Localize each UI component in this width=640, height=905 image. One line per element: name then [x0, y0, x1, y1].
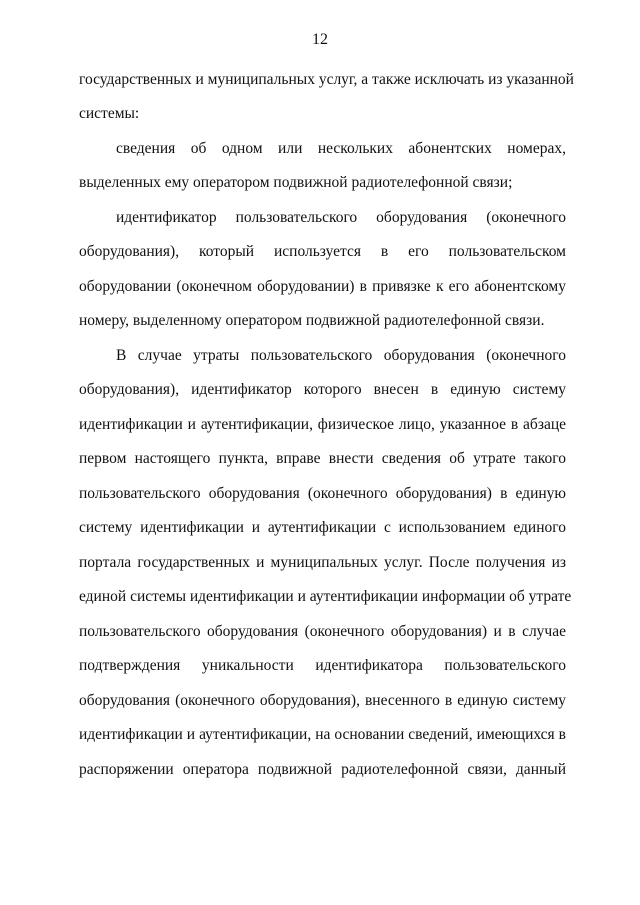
text-line: идентификации и аутентификации, на основании сведений, имеющихся в: [79, 726, 566, 743]
text-line: оборудования (оконечного оборудования), внесенного в единую систему: [79, 692, 566, 709]
text-line: оборудовании (оконечном оборудовании) в привязке к его абонентскому: [79, 278, 566, 295]
text-line: единой системы идентификации и аутентификации информации об утрате: [79, 588, 572, 605]
text-line: портала государственных и муниципальных услуг. После получения из: [79, 554, 566, 571]
text-line: распоряжении оператора подвижной радиотелефонной связи, данный: [79, 761, 566, 778]
text-line: пользовательского оборудования (оконечного оборудования) в единую: [79, 485, 566, 502]
text-line: пользовательского оборудования (оконечного оборудования) и в случае: [79, 623, 566, 640]
text-line: первом настоящего пункта, вправе внести сведения об утрате такого: [79, 450, 566, 467]
text-line: оборудования), идентификатор которого внесен в единую систему: [79, 381, 566, 398]
text-line: идентификации и аутентификации, физическое лицо, указанное в абзаце: [79, 416, 566, 433]
text-line: оборудования), который используется в его пользовательском: [79, 243, 566, 260]
text-line: систему идентификации и аутентификации с использованием единого: [79, 519, 566, 536]
text-line: идентификатор пользовательского оборудования (оконечного: [116, 209, 566, 226]
text-line: выделенных ему оператором подвижной радиотелефонной связи;: [79, 174, 513, 191]
page-number: 12: [312, 31, 328, 48]
text-line: В случае утраты пользовательского оборудования (оконечного: [116, 347, 566, 364]
text-line: сведения об одном или нескольких абонентских номерах,: [116, 140, 566, 157]
text-line: государственных и муниципальных услуг, а также исключать из указанной: [79, 71, 574, 88]
text-line: подтверждения уникальности идентификатора пользовательского: [79, 657, 566, 674]
text-line: номеру, выделенному оператором подвижной радиотелефонной связи.: [79, 312, 545, 329]
text-line: системы:: [79, 105, 140, 122]
